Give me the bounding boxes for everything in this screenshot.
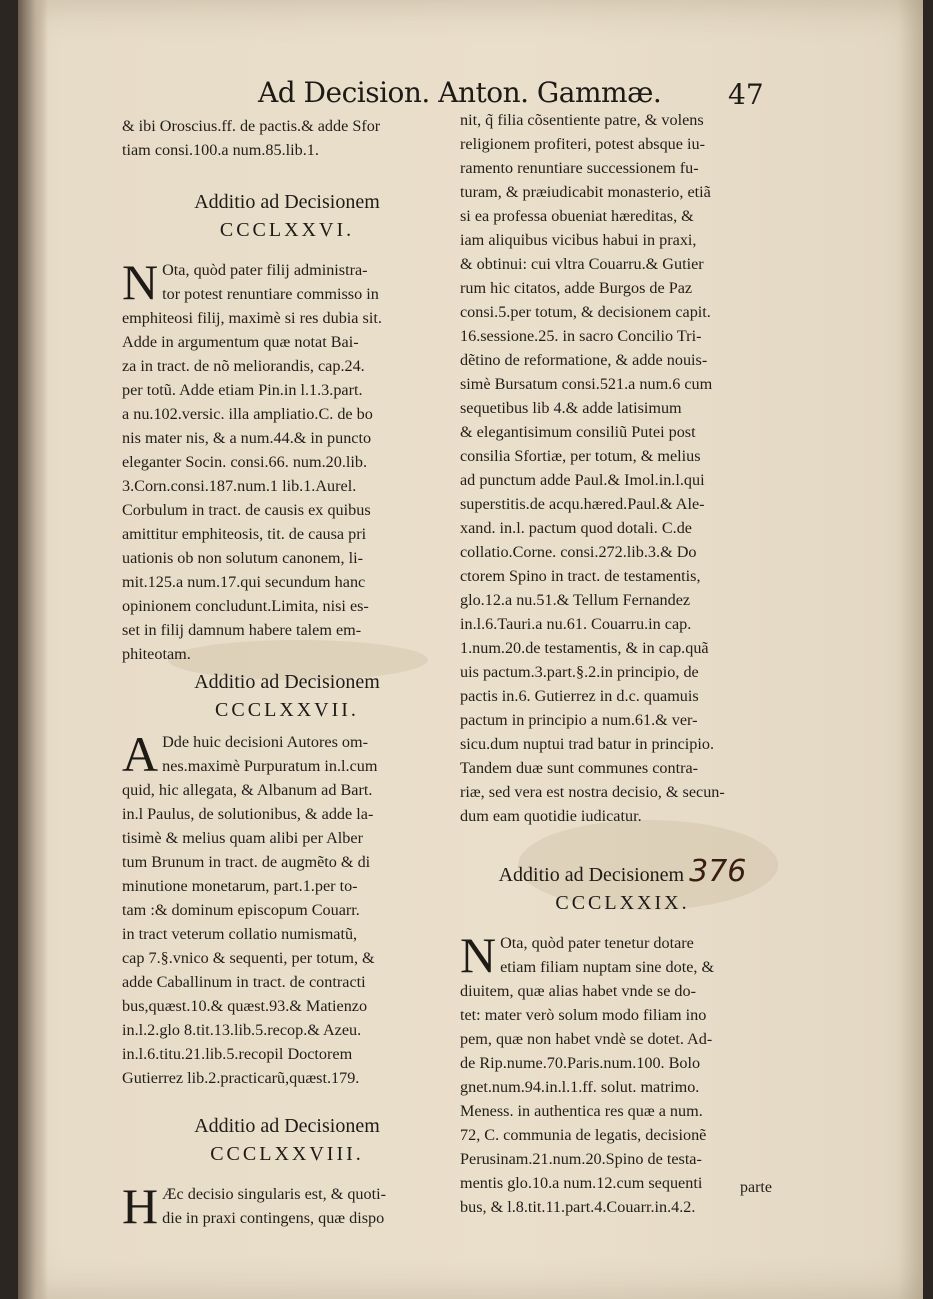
text-line: nes.maximè Purpuratum in.l.cum xyxy=(162,757,378,775)
text-line: riæ, sed vera est nostra decisio, & secun- xyxy=(460,783,725,801)
catchword: parte xyxy=(740,1179,772,1196)
text-line: religionem profiteri, potest absque iu- xyxy=(460,135,705,153)
section-text xyxy=(122,726,452,1090)
text-line: Tandem duæ sunt communes contra- xyxy=(460,759,699,777)
text-line: & ibi Oroscius.ff. de pactis.& adde Sfor xyxy=(122,117,381,135)
text-line: consilia Sfortiæ, per totum, & melius xyxy=(460,447,701,465)
text-line: Perusinam.21.num.20.Spino de testa- xyxy=(460,1150,702,1168)
section-title: Additio ad Decisionem xyxy=(194,671,380,693)
section-heading-379 xyxy=(460,854,785,917)
text-line: minutione monetarum, part.1.per to- xyxy=(122,877,358,895)
section-heading-376 xyxy=(122,188,452,244)
continued-text xyxy=(460,108,785,828)
section-numeral: CCCLXXIX. xyxy=(555,892,690,914)
text-line: eleganter Socin. consi.66. num.20.lib. xyxy=(122,453,368,471)
section-text xyxy=(122,1178,452,1234)
text-line: 3.Corn.consi.187.num.1 lib.1.Aurel. xyxy=(122,477,357,495)
text-line: si ea professa obueniat hæreditas, & xyxy=(460,207,694,225)
text-line: uationis ob non solutum canonem, li- xyxy=(122,549,363,567)
text-line: Ota, quòd pater tenetur dotare xyxy=(500,934,694,952)
section-heading-378 xyxy=(122,1112,452,1168)
text-line: tisimè & melius quam alibi per Alber xyxy=(122,829,363,847)
text-line: nit, q̃ filia cõsentiente patre, & volens xyxy=(460,111,704,129)
drop-cap: N xyxy=(460,927,497,983)
text-line: Adde in argumentum quæ notat Bai- xyxy=(122,333,359,351)
text-line: opinionem concludunt.Limita, nisi es- xyxy=(122,597,369,615)
right-column xyxy=(460,108,785,1219)
text-line: bus,quæst.10.& quæst.93.& Matienzo xyxy=(122,997,368,1015)
text-line: in tract veterum collatio numismatũ, xyxy=(122,925,358,943)
text-line: iam aliquibus vicibus habui in praxi, xyxy=(460,231,697,249)
text-line: Corbulum in tract. de causis ex quibus xyxy=(122,501,371,519)
section-title: Additio ad Decisionem xyxy=(194,191,380,213)
text-line: ctorem Spino in tract. de testamentis, xyxy=(460,567,701,585)
left-column xyxy=(122,114,452,1234)
text-line: dum eam quotidie iudicatur. xyxy=(460,807,642,825)
section-numeral: CCCLXXVII. xyxy=(215,699,359,721)
text-line: in.l.6.Tauri.a nu.61. Couarru.in cap. xyxy=(460,615,692,633)
text-line: in.l.2.glo 8.tit.13.lib.5.recop.& Azeu. xyxy=(122,1021,362,1039)
drop-cap: N xyxy=(122,254,159,310)
drop-cap: H xyxy=(122,1178,159,1234)
text-line: Meness. in authentica res quæ a num. xyxy=(460,1102,703,1120)
text-line: gnet.num.94.in.l.1.ff. solut. matrimo. xyxy=(460,1078,700,1096)
section-body-377 xyxy=(122,726,452,1090)
text-line: tet: mater verò solum modo filiam ino xyxy=(460,1006,707,1024)
text-line: mit.125.a num.17.qui secundum hanc xyxy=(122,573,366,591)
handwritten-number: 376 xyxy=(689,854,747,889)
text-line: bus, & l.8.tit.11.part.4.Couarr.in.4.2. xyxy=(460,1198,696,1216)
text-line: Æc decisio singularis est, & quoti- xyxy=(162,1185,387,1203)
text-line: glo.12.a nu.51.& Tellum Fernandez xyxy=(460,591,691,609)
text-line: 16.sessione.25. in sacro Concilio Tri- xyxy=(460,327,702,345)
text-line: cap 7.§.vnico & sequenti, per totum, & xyxy=(122,949,375,967)
text-line: adde Caballinum in tract. de contracti xyxy=(122,973,366,991)
text-line: quid, hic allegata, & Albanum ad Bart. xyxy=(122,781,373,799)
text-line: dẽtino de reformatione, & adde nouis- xyxy=(460,351,708,369)
text-line: & elegantisimum consiliũ Putei post xyxy=(460,423,696,441)
section-numeral: CCCLXXVIII. xyxy=(210,1143,364,1165)
section-numeral: CCCLXXVI. xyxy=(219,219,355,241)
section-body-378 xyxy=(122,1178,452,1234)
section-text xyxy=(460,927,785,1219)
text-line: sicu.dum nuptui trad batur in principio. xyxy=(460,735,715,753)
text-line: a nu.102.versic. illa ampliatio.C. de bo xyxy=(122,405,373,423)
text-line: consi.5.per totum, & decisionem capit. xyxy=(460,303,711,321)
text-line: superstitis.de acqu.hæred.Paul.& Ale- xyxy=(460,495,705,513)
text-line: emphiteosi filij, maximè si res dubia sit. xyxy=(122,309,382,327)
text-line: set in filij damnum habere talem em- xyxy=(122,621,362,639)
text-line: rum hic citatos, adde Burgos de Paz xyxy=(460,279,693,297)
page-number: 47 xyxy=(728,78,764,111)
section-body-379 xyxy=(460,927,785,1219)
text-line: & obtinui: cui vltra Couarru.& Gutier xyxy=(460,255,704,273)
text-line: xand. in.l. pactum quod dotali. C.de xyxy=(460,519,692,537)
text-line: tiam consi.100.a num.85.lib.1. xyxy=(122,141,319,159)
text-line: tam :& dominum episcopum Couarr. xyxy=(122,901,360,919)
text-line: Dde huic decisioni Autores om- xyxy=(162,733,369,751)
page-gutter xyxy=(18,0,48,1299)
section-body-376 xyxy=(122,254,452,666)
running-title: Ad Decision. Anton. Gammæ. xyxy=(258,76,662,109)
text-line: phiteotam. xyxy=(122,645,191,663)
text-line: tum Brunum in tract. de augmẽto & di xyxy=(122,853,371,871)
drop-cap: A xyxy=(122,726,159,782)
text-line: simè Bursatum consi.521.a num.6 cum xyxy=(460,375,713,393)
text-line: in.l.6.titu.21.lib.5.recopil Doctorem xyxy=(122,1045,353,1063)
text-line: uis pactum.3.part.§.2.in principio, de xyxy=(460,663,699,681)
text-line: ad punctum adde Paul.& Imol.in.l.qui xyxy=(460,471,705,489)
text-line: 72, C. communia de legatis, decisionẽ xyxy=(460,1126,707,1144)
text-line: de Rip.nume.70.Paris.num.100. Bolo xyxy=(460,1054,701,1072)
text-line: pactum in principio a num.61.& ver- xyxy=(460,711,698,729)
text-line: Gutierrez lib.2.practicarũ,quæst.179. xyxy=(122,1069,360,1087)
text-line: sequetibus lib 4.& adde latisimum xyxy=(460,399,682,417)
section-title xyxy=(460,854,785,889)
text-line: pem, quæ non habet vndè se dotet. Ad- xyxy=(460,1030,713,1048)
text-line: die in praxi contingens, quæ dispo xyxy=(162,1209,385,1227)
text-line: diuitem, quæ alias habet vnde se do- xyxy=(460,982,697,1000)
text-line: Ota, quòd pater filij administra- xyxy=(162,261,368,279)
text-line: nis mater nis, & a num.44.& in puncto xyxy=(122,429,372,447)
section-title-text: Additio ad Decisionem xyxy=(498,864,685,886)
text-line: 1.num.20.de testamentis, & in cap.quã xyxy=(460,639,709,657)
text-line: pactis in.6. Gutierrez in d.c. quamuis xyxy=(460,687,699,705)
text-line: amittitur emphiteosis, tit. de causa pri xyxy=(122,525,367,543)
text-line: mentis glo.10.a num.12.cum sequenti xyxy=(460,1174,703,1192)
text-line: collatio.Corne. consi.272.lib.3.& Do xyxy=(460,543,697,561)
text-line: tor potest renuntiare commisso in xyxy=(162,285,379,303)
text-line: per totũ. Adde etiam Pin.in l.1.3.part. xyxy=(122,381,363,399)
intro-text xyxy=(122,114,452,162)
text-line: ramento renuntiare successionem fu- xyxy=(460,159,699,177)
section-title: Additio ad Decisionem xyxy=(194,1115,380,1137)
text-line: etiam filiam nuptam sine dote, & xyxy=(500,958,715,976)
text-line: za in tract. de nõ meliorandis, cap.24. xyxy=(122,357,365,375)
section-text xyxy=(122,254,452,666)
text-line: turam, & præiudicabit monasterio, etiã xyxy=(460,183,711,201)
text-line: in.l Paulus, de solutionibus, & adde la- xyxy=(122,805,374,823)
section-heading-377 xyxy=(122,668,452,724)
